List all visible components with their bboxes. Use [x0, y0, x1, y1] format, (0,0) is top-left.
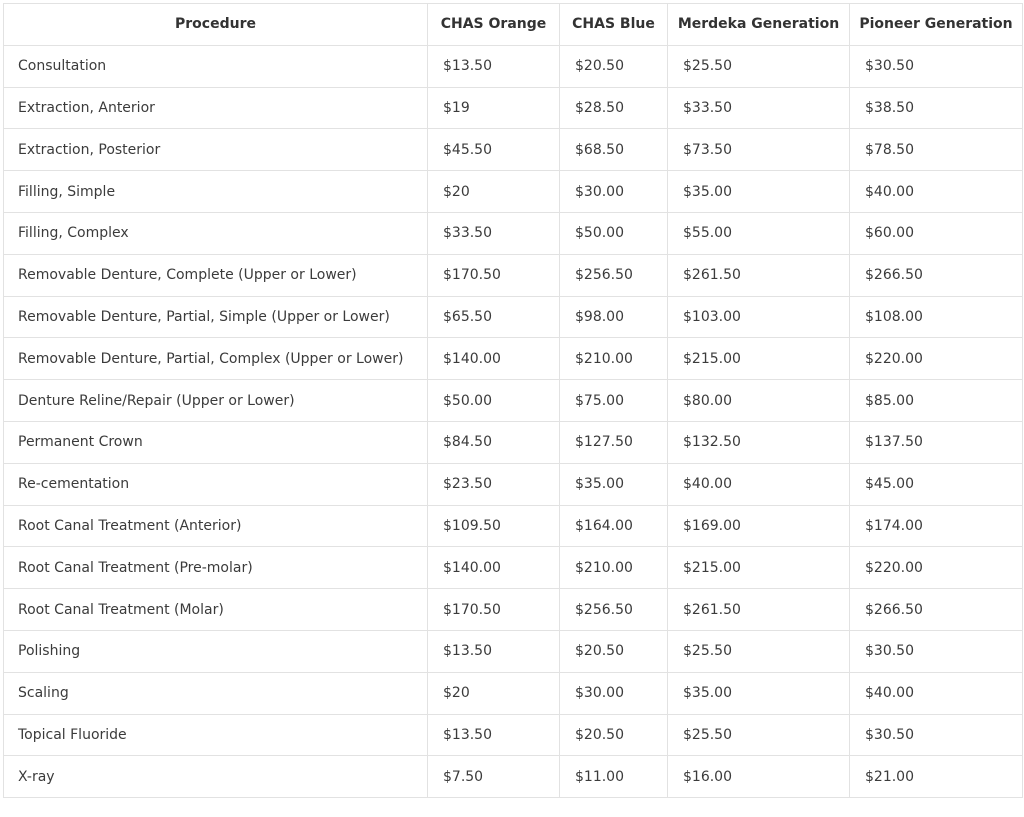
procedure-cell: Root Canal Treatment (Molar)	[4, 589, 428, 631]
procedure-cell: Topical Fluoride	[4, 714, 428, 756]
pioneer-generation-cell: $266.50	[850, 254, 1023, 296]
pioneer-generation-cell: $220.00	[850, 338, 1023, 380]
pioneer-generation-cell: $30.50	[850, 45, 1023, 87]
pioneer-generation-cell: $137.50	[850, 421, 1023, 463]
chas-orange-cell: $20	[428, 672, 560, 714]
chas-blue-cell: $20.50	[560, 714, 668, 756]
table-header-row	[4, 4, 1023, 46]
table-row	[4, 630, 1023, 672]
table-row	[4, 45, 1023, 87]
chas-blue-cell: $210.00	[560, 338, 668, 380]
chas-blue-cell: $210.00	[560, 547, 668, 589]
chas-orange-cell: $7.50	[428, 756, 560, 798]
procedure-cell: Root Canal Treatment (Anterior)	[4, 505, 428, 547]
procedure-cell: Filling, Complex	[4, 212, 428, 254]
price-table	[3, 3, 1023, 798]
procedure-cell: Consultation	[4, 45, 428, 87]
table-row	[4, 672, 1023, 714]
chas-orange-cell: $140.00	[428, 338, 560, 380]
table-row	[4, 547, 1023, 589]
chas-orange-cell: $170.50	[428, 589, 560, 631]
merdeka-generation-cell: $215.00	[668, 547, 850, 589]
pioneer-generation-cell: $220.00	[850, 547, 1023, 589]
table-row	[4, 171, 1023, 213]
procedure-cell: Extraction, Posterior	[4, 129, 428, 171]
pioneer-generation-cell: $85.00	[850, 380, 1023, 422]
table-row	[4, 505, 1023, 547]
chas-blue-cell: $68.50	[560, 129, 668, 171]
chas-orange-cell: $140.00	[428, 547, 560, 589]
procedure-cell: Filling, Simple	[4, 171, 428, 213]
pioneer-generation-cell: $40.00	[850, 672, 1023, 714]
table-row	[4, 296, 1023, 338]
procedure-cell: X-ray	[4, 756, 428, 798]
pioneer-generation-cell: $45.00	[850, 463, 1023, 505]
chas-orange-cell: $109.50	[428, 505, 560, 547]
merdeka-generation-cell: $25.50	[668, 714, 850, 756]
chas-blue-cell: $50.00	[560, 212, 668, 254]
merdeka-generation-cell: $40.00	[668, 463, 850, 505]
table-row	[4, 212, 1023, 254]
pioneer-generation-cell: $78.50	[850, 129, 1023, 171]
merdeka-generation-cell: $35.00	[668, 672, 850, 714]
procedure-cell: Re-cementation	[4, 463, 428, 505]
merdeka-generation-cell: $103.00	[668, 296, 850, 338]
chas-orange-cell: $20	[428, 171, 560, 213]
header-pioneer-generation: Pioneer Generation	[850, 4, 1023, 46]
table-row	[4, 254, 1023, 296]
pioneer-generation-cell: $60.00	[850, 212, 1023, 254]
chas-blue-cell: $20.50	[560, 630, 668, 672]
chas-blue-cell: $75.00	[560, 380, 668, 422]
chas-orange-cell: $45.50	[428, 129, 560, 171]
table-row	[4, 589, 1023, 631]
table-row	[4, 338, 1023, 380]
chas-orange-cell: $33.50	[428, 212, 560, 254]
chas-blue-cell: $20.50	[560, 45, 668, 87]
chas-orange-cell: $50.00	[428, 380, 560, 422]
merdeka-generation-cell: $35.00	[668, 171, 850, 213]
chas-orange-cell: $23.50	[428, 463, 560, 505]
procedure-cell: Scaling	[4, 672, 428, 714]
procedure-cell: Extraction, Anterior	[4, 87, 428, 129]
merdeka-generation-cell: $16.00	[668, 756, 850, 798]
header-chas-blue: CHAS Blue	[560, 4, 668, 46]
table-row	[4, 380, 1023, 422]
table-row	[4, 756, 1023, 798]
procedure-cell: Removable Denture, Complete (Upper or Lower)	[4, 254, 428, 296]
chas-orange-cell: $13.50	[428, 45, 560, 87]
pioneer-generation-cell: $266.50	[850, 589, 1023, 631]
table-row	[4, 463, 1023, 505]
procedure-cell: Removable Denture, Partial, Simple (Upper or Lower)	[4, 296, 428, 338]
merdeka-generation-cell: $80.00	[668, 380, 850, 422]
header-merdeka-generation: Merdeka Generation	[668, 4, 850, 46]
table-row	[4, 714, 1023, 756]
chas-orange-cell: $84.50	[428, 421, 560, 463]
merdeka-generation-cell: $25.50	[668, 630, 850, 672]
chas-orange-cell: $19	[428, 87, 560, 129]
chas-blue-cell: $98.00	[560, 296, 668, 338]
chas-orange-cell: $13.50	[428, 714, 560, 756]
pioneer-generation-cell: $108.00	[850, 296, 1023, 338]
chas-blue-cell: $164.00	[560, 505, 668, 547]
chas-blue-cell: $11.00	[560, 756, 668, 798]
chas-blue-cell: $256.50	[560, 589, 668, 631]
merdeka-generation-cell: $33.50	[668, 87, 850, 129]
merdeka-generation-cell: $73.50	[668, 129, 850, 171]
procedure-cell: Denture Reline/Repair (Upper or Lower)	[4, 380, 428, 422]
procedure-cell: Removable Denture, Partial, Complex (Upper or Lower)	[4, 338, 428, 380]
price-table-container	[3, 3, 1022, 798]
table-row	[4, 87, 1023, 129]
chas-blue-cell: $35.00	[560, 463, 668, 505]
chas-orange-cell: $13.50	[428, 630, 560, 672]
chas-orange-cell: $170.50	[428, 254, 560, 296]
table-row	[4, 129, 1023, 171]
procedure-cell: Permanent Crown	[4, 421, 428, 463]
header-chas-orange: CHAS Orange	[428, 4, 560, 46]
header-procedure: Procedure	[4, 4, 428, 46]
pioneer-generation-cell: $38.50	[850, 87, 1023, 129]
chas-blue-cell: $127.50	[560, 421, 668, 463]
merdeka-generation-cell: $261.50	[668, 589, 850, 631]
merdeka-generation-cell: $215.00	[668, 338, 850, 380]
chas-blue-cell: $30.00	[560, 171, 668, 213]
pioneer-generation-cell: $30.50	[850, 714, 1023, 756]
merdeka-generation-cell: $132.50	[668, 421, 850, 463]
table-body	[4, 45, 1023, 797]
procedure-cell: Root Canal Treatment (Pre-molar)	[4, 547, 428, 589]
merdeka-generation-cell: $25.50	[668, 45, 850, 87]
merdeka-generation-cell: $169.00	[668, 505, 850, 547]
procedure-cell: Polishing	[4, 630, 428, 672]
chas-blue-cell: $28.50	[560, 87, 668, 129]
pioneer-generation-cell: $174.00	[850, 505, 1023, 547]
table-row	[4, 421, 1023, 463]
merdeka-generation-cell: $55.00	[668, 212, 850, 254]
chas-orange-cell: $65.50	[428, 296, 560, 338]
merdeka-generation-cell: $261.50	[668, 254, 850, 296]
pioneer-generation-cell: $21.00	[850, 756, 1023, 798]
pioneer-generation-cell: $30.50	[850, 630, 1023, 672]
pioneer-generation-cell: $40.00	[850, 171, 1023, 213]
chas-blue-cell: $30.00	[560, 672, 668, 714]
chas-blue-cell: $256.50	[560, 254, 668, 296]
